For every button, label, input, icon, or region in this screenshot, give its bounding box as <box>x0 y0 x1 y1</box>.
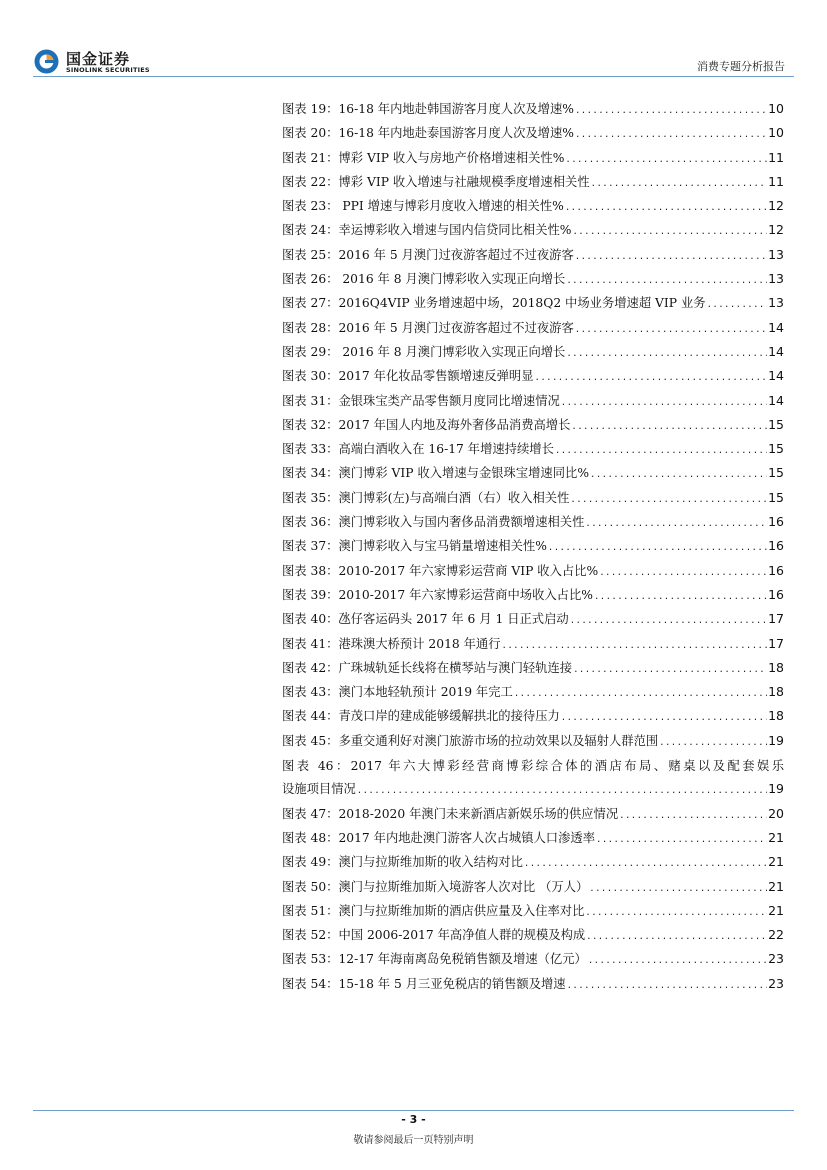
toc-entry-page: 14 <box>768 319 784 335</box>
toc-entry[interactable] <box>282 949 784 973</box>
toc-leader-dots <box>514 689 767 699</box>
toc-entry[interactable] <box>282 220 784 244</box>
toc-entry[interactable] <box>282 755 784 804</box>
toc-entry[interactable] <box>282 877 784 901</box>
toc-entry-page: 23 <box>768 951 784 967</box>
toc-entry-title: 图表 41：港珠澳大桥预计 2018 年通行 <box>282 636 501 651</box>
toc-leader-dots <box>565 203 767 213</box>
toc-entry-title: 图表 39：2010-2017 年六家博彩运营商中场收入占比% <box>282 587 593 602</box>
footer-divider <box>33 1110 794 1111</box>
header-divider <box>33 76 794 77</box>
toc-entry-title: 图表 44：青茂口岸的建成能够缓解拱北的接待压力 <box>282 709 560 724</box>
toc-entry[interactable] <box>282 293 784 317</box>
toc-entry-page: 11 <box>768 173 784 189</box>
toc-leader-dots <box>524 859 767 869</box>
toc-leader-dots <box>502 641 768 651</box>
toc-entry-title-continued: 设施项目情况 <box>282 782 356 797</box>
toc-entry[interactable] <box>282 148 784 172</box>
toc-entry-page: 10 <box>768 125 784 141</box>
toc-entry[interactable] <box>282 804 784 828</box>
toc-entry-page: 15 <box>768 465 784 481</box>
toc-entry[interactable] <box>282 463 784 487</box>
toc-entry-title: 图表 25：2016 年 5 月澳门过夜游客超过不过夜游客 <box>282 247 574 262</box>
toc-entry-title: 图表 19：16-18 年内地赴韩国游客月度人次及增速% <box>282 102 574 116</box>
toc-entry-page: 16 <box>768 538 784 554</box>
toc-leader-dots <box>571 422 767 432</box>
toc-entry[interactable] <box>282 852 784 876</box>
toc-leader-dots <box>570 616 767 626</box>
toc-entry-title: 图表 26： 2016 年 8 月澳门博彩收入实现正向增长 <box>282 272 566 287</box>
toc-entry[interactable] <box>282 415 784 439</box>
page-number: - 3 - <box>401 1113 426 1126</box>
toc-leader-dots <box>535 373 768 383</box>
table-of-figures <box>282 99 784 998</box>
toc-entry[interactable] <box>282 366 784 390</box>
toc-entry-page: 19 <box>768 732 784 748</box>
toc-leader-dots <box>596 835 767 845</box>
report-type: 消费专题分析报告 <box>697 60 785 73</box>
toc-leader-dots <box>570 495 767 505</box>
toc-entry-page: 16 <box>768 586 784 602</box>
toc-entry-title: 图表 23： PPI 增速与博彩月度收入增速的相关性% <box>282 199 564 214</box>
toc-leader-dots <box>585 519 767 529</box>
toc-entry-title: 图表 28：2016 年 5 月澳门过夜游客超过不过夜游客 <box>282 320 574 335</box>
toc-entry-page: 16 <box>768 562 784 578</box>
toc-leader-dots <box>561 398 767 408</box>
toc-leader-dots <box>575 252 767 262</box>
toc-entry-page: 15 <box>768 489 784 505</box>
toc-entry-title: 图表 46：2017 年六大博彩经营商博彩综合体的酒店布局、赌桌以及配套娱乐 <box>282 759 784 774</box>
toc-leader-dots <box>573 665 767 675</box>
toc-entry-page: 15 <box>768 441 784 457</box>
toc-entry-page: 21 <box>768 854 784 870</box>
toc-entry-page: 13 <box>768 246 784 262</box>
toc-entry[interactable] <box>282 439 784 463</box>
toc-entry-page: 15 <box>768 416 784 432</box>
toc-leader-dots <box>590 470 767 480</box>
toc-entry[interactable] <box>282 974 784 998</box>
toc-leader-dots <box>357 786 767 796</box>
toc-entry-title: 图表 38：2010-2017 年六家博彩运营商 VIP 收入占比% <box>282 563 599 578</box>
disclaimer-note: 敬请参阅最后一页特别声明 <box>353 1135 474 1146</box>
toc-entry-page: 21 <box>768 902 784 918</box>
toc-entry-title: 图表 33：高端白酒收入在 16-17 年增速持续增长 <box>282 442 554 457</box>
page-header <box>0 0 827 80</box>
toc-entry[interactable] <box>282 634 784 658</box>
toc-leader-dots <box>591 179 767 189</box>
toc-entry-page: 23 <box>768 975 784 991</box>
toc-entry[interactable] <box>282 123 784 147</box>
toc-entry[interactable] <box>282 682 784 706</box>
toc-entry-page: 17 <box>768 611 784 627</box>
logo-chinese-name: 国金证券 <box>66 50 131 68</box>
toc-entry-title: 图表 37：澳门博彩收入与宝马销量增速相关性% <box>282 539 547 554</box>
toc-entry[interactable] <box>282 99 784 123</box>
toc-entry-page: 21 <box>768 829 784 845</box>
toc-leader-dots <box>561 713 767 723</box>
toc-entry-title: 图表 43：澳门本地轻轨预计 2019 年完工 <box>282 685 513 700</box>
toc-entry-page: 14 <box>768 368 784 384</box>
toc-entry-page: 12 <box>768 222 784 238</box>
toc-entry-page: 14 <box>768 343 784 359</box>
toc-entry-page: 18 <box>768 708 784 724</box>
toc-entry[interactable] <box>282 536 784 560</box>
toc-entry-title: 图表 49：澳门与拉斯维加斯的收入结构对比 <box>282 855 523 870</box>
toc-entry[interactable] <box>282 925 784 949</box>
toc-leader-dots <box>565 155 767 165</box>
toc-entry-page: 20 <box>768 805 784 821</box>
toc-entry-page: 22 <box>768 927 784 943</box>
toc-leader-dots <box>588 956 767 966</box>
toc-entry-title: 图表 47：2018-2020 年澳门未来新酒店新娱乐场的供应情况 <box>282 806 619 821</box>
logo-icon <box>33 48 60 75</box>
toc-leader-dots <box>548 543 767 553</box>
toc-entry-title: 图表 50：澳门与拉斯维加斯入境游客人次对比 （万人） <box>282 879 589 894</box>
toc-entry-title: 图表 51：澳门与拉斯维加斯的酒店供应量及入住率对比 <box>282 903 585 918</box>
toc-entry[interactable] <box>282 342 784 366</box>
toc-entry-page: 18 <box>768 684 784 700</box>
toc-entry[interactable] <box>282 269 784 293</box>
toc-entry-page: 17 <box>768 635 784 651</box>
logo-english-name: SINOLINK SECURITIES <box>66 66 150 74</box>
toc-leader-dots <box>619 811 767 821</box>
toc-entry-title: 图表 48：2017 年内地赴澳门游客人次占城镇人口渗透率 <box>282 830 595 845</box>
toc-entry-title: 图表 20：16-18 年内地赴泰国游客月度人次及增速% <box>282 126 574 141</box>
toc-entry-page: 13 <box>768 271 784 287</box>
toc-leader-dots <box>589 884 767 894</box>
toc-leader-dots <box>567 981 767 991</box>
toc-entry-title: 图表 45：多重交通利好对澳门旅游市场的拉动效果以及辐射人群范围 <box>282 733 659 748</box>
toc-entry-title: 图表 54：15-18 年 5 月三亚免税店的销售额及增速 <box>282 976 566 991</box>
toc-entry[interactable] <box>282 172 784 196</box>
toc-entry[interactable] <box>282 658 784 682</box>
toc-leader-dots <box>566 349 767 359</box>
toc-entry[interactable] <box>282 512 784 536</box>
toc-entry-title: 图表 22：博彩 VIP 收入增速与社融规模季度增速相关性 <box>282 174 590 189</box>
toc-entry[interactable] <box>282 585 784 609</box>
toc-entry-title: 图表 30：2017 年化妆品零售额增速反弹明显 <box>282 369 534 384</box>
toc-leader-dots <box>594 592 767 602</box>
toc-entry[interactable] <box>282 488 784 512</box>
toc-leader-dots <box>575 325 767 335</box>
toc-entry-page: 10 <box>768 101 784 116</box>
toc-leader-dots <box>566 276 767 286</box>
toc-entry[interactable] <box>282 391 784 415</box>
toc-entry-page: 11 <box>768 149 784 165</box>
toc-leader-dots <box>599 568 767 578</box>
toc-entry-page: 12 <box>768 198 784 214</box>
company-logo <box>33 46 153 78</box>
toc-entry[interactable] <box>282 196 784 220</box>
toc-entry[interactable] <box>282 828 784 852</box>
toc-entry-title: 图表 24：幸运博彩收入增速与国内信贷同比相关性% <box>282 223 572 238</box>
toc-entry[interactable] <box>282 318 784 342</box>
toc-leader-dots <box>575 130 767 140</box>
toc-entry[interactable] <box>282 901 784 925</box>
toc-entry[interactable] <box>282 561 784 585</box>
toc-entry-page: 21 <box>768 878 784 894</box>
toc-leader-dots <box>575 106 767 116</box>
toc-leader-dots <box>585 908 767 918</box>
toc-entry-page: 14 <box>768 392 784 408</box>
toc-entry-title: 图表 31：金银珠宝类产品零售额月度同比增速情况 <box>282 393 560 408</box>
toc-entry-title: 图表 40：氹仔客运码头 2017 年 6 月 1 日正式启动 <box>282 612 569 627</box>
toc-entry-page: 16 <box>768 514 784 530</box>
toc-leader-dots <box>707 300 768 310</box>
toc-leader-dots <box>572 227 767 237</box>
toc-leader-dots <box>555 446 767 456</box>
toc-leader-dots <box>659 738 767 748</box>
toc-entry-title: 图表 36：澳门博彩收入与国内奢侈品消费额增速相关性 <box>282 515 585 530</box>
toc-entry-page: 19 <box>768 781 784 797</box>
toc-entry[interactable] <box>282 706 784 730</box>
toc-entry-title: 图表 29： 2016 年 8 月澳门博彩收入实现正向增长 <box>282 344 566 359</box>
toc-entry[interactable] <box>282 245 784 269</box>
toc-entry-page: 13 <box>768 295 784 311</box>
toc-entry-title: 图表 32：2017 年国人内地及海外奢侈品消费高增长 <box>282 417 571 432</box>
toc-entry-title: 图表 52：中国 2006-2017 年高净值人群的规模及构成 <box>282 928 586 943</box>
toc-leader-dots <box>586 932 767 942</box>
toc-entry-title: 图表 35：澳门博彩(左)与高端白酒（右）收入相关性 <box>282 490 570 505</box>
toc-entry[interactable] <box>282 609 784 633</box>
toc-entry-title: 图表 21：博彩 VIP 收入与房地产价格增速相关性% <box>282 150 565 165</box>
toc-entry-title: 图表 53：12-17 年海南离岛免税销售额及增速（亿元） <box>282 952 587 967</box>
toc-entry-page: 18 <box>768 659 784 675</box>
toc-entry-title: 图表 42：广珠城轨延长线将在横琴站与澳门轻轨连接 <box>282 660 573 675</box>
toc-entry-title: 图表 34：澳门博彩 VIP 收入增速与金银珠宝增速同比% <box>282 466 590 481</box>
toc-entry[interactable] <box>282 731 784 755</box>
toc-entry-title: 图表 27：2016Q4VIP 业务增速超中场，2018Q2 中场业务增速超 VIP 业务 <box>282 296 706 311</box>
